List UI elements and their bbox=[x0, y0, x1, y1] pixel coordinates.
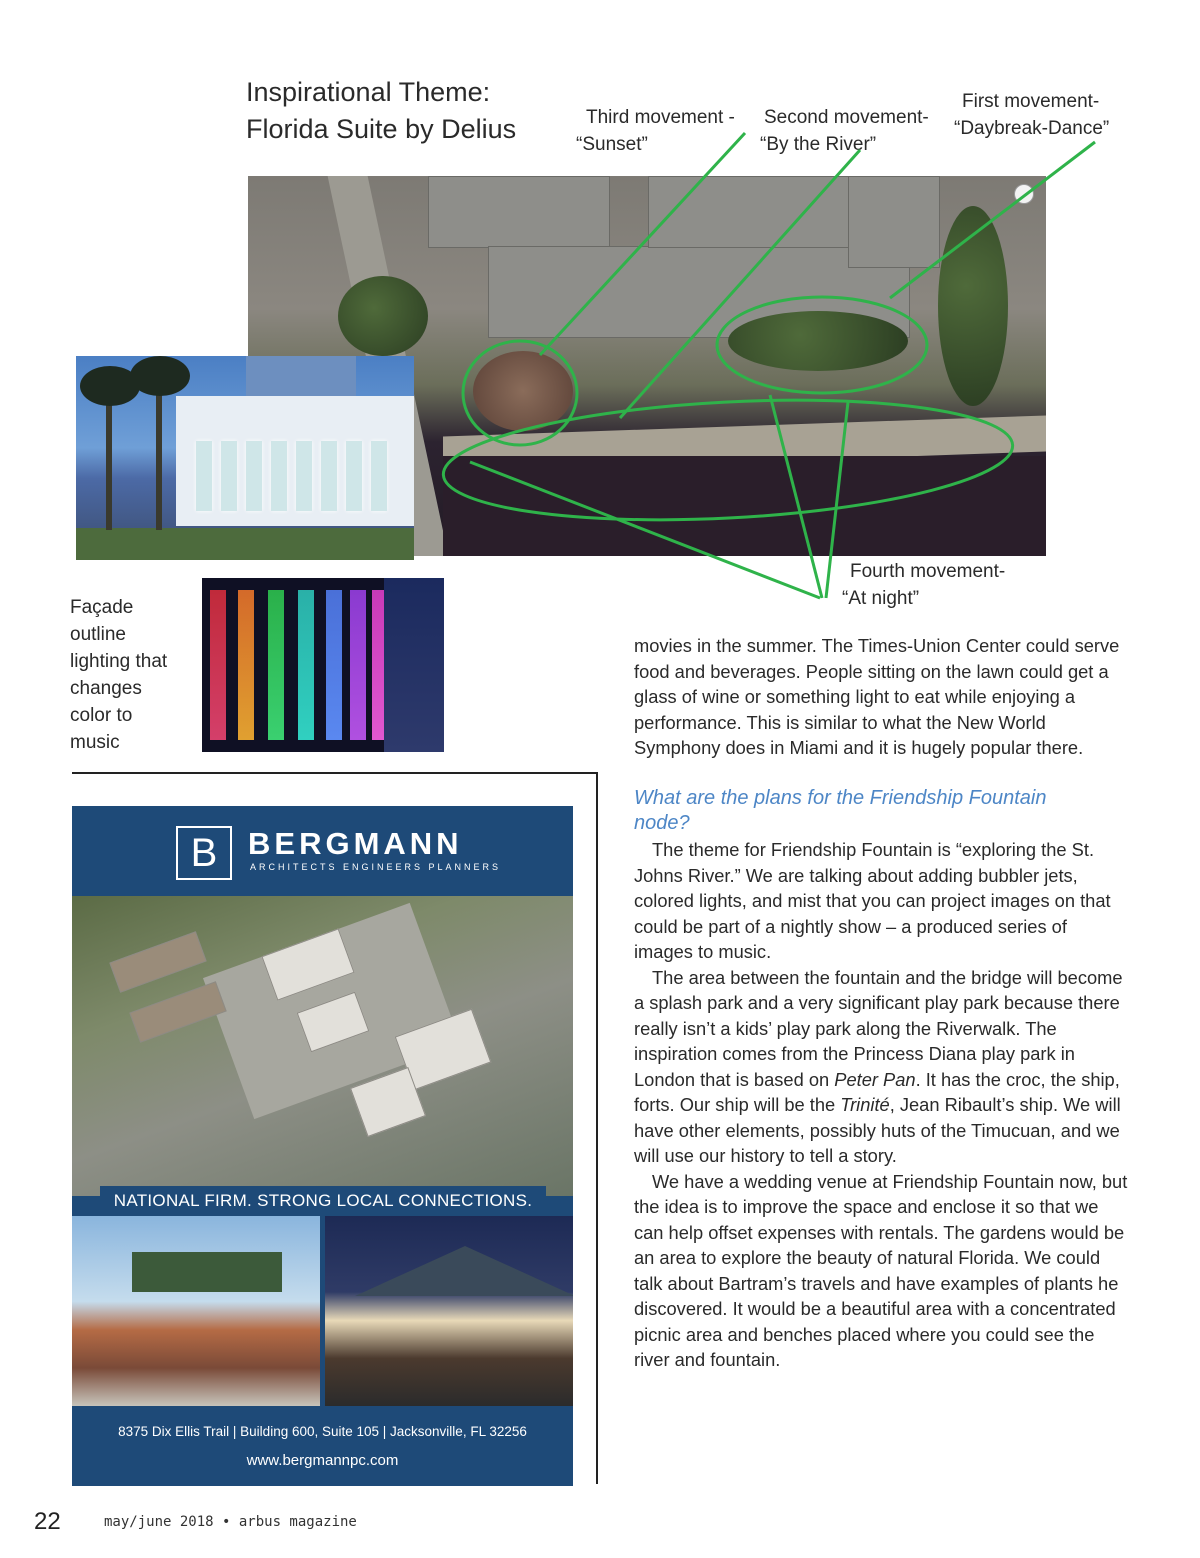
times-union-center-photo bbox=[76, 356, 414, 560]
ad-slogan-band: NATIONAL FIRM. STRONG LOCAL CONNECTIONS. bbox=[100, 1186, 546, 1216]
townhomes bbox=[109, 931, 206, 993]
text-run: The area between the fountain and the bridge will become a splash park and a very significant play park because there really isn’t a kids’ play park along the Riverwalk. The inspiration comes from the Princess Diana play park in London that is based on bbox=[634, 966, 1123, 1090]
facade-caption-line: music bbox=[70, 732, 120, 753]
window bbox=[221, 441, 237, 511]
question-heading: What are the plans for the Friendship Fountain node? bbox=[634, 787, 1047, 834]
aerial-trees bbox=[338, 276, 428, 356]
facade-caption bbox=[70, 594, 190, 756]
callout-first-movement bbox=[954, 88, 1110, 142]
ad-brand-name: BERGMANN bbox=[248, 826, 463, 861]
callout-second-movement bbox=[760, 104, 929, 158]
folio: may/june 2018 • arbus magazine bbox=[104, 1514, 357, 1530]
callout-second-line1: Second movement- bbox=[764, 107, 929, 128]
window bbox=[246, 441, 262, 511]
night-sky bbox=[384, 578, 444, 752]
townhomes bbox=[129, 981, 226, 1043]
article-paragraph: The theme for Friendship Fountain is “exploring the St. Johns River.” We are talking about adding bubbler jets, colored lights, and mist that you can project images on that could be part of a nightly show – a produced series of images to music. bbox=[634, 839, 1111, 962]
window bbox=[271, 441, 287, 511]
light-strip bbox=[298, 590, 314, 740]
light-strip bbox=[268, 590, 284, 740]
bergmann-logo-icon bbox=[176, 826, 232, 880]
aerial-plaza bbox=[473, 351, 573, 431]
facade-caption-line: color to bbox=[70, 705, 133, 726]
article-body bbox=[634, 837, 1130, 1373]
tower bbox=[246, 356, 356, 396]
window bbox=[371, 441, 387, 511]
ad-frame-top-rule bbox=[72, 772, 598, 774]
article-paragraph bbox=[634, 965, 1130, 1169]
page-number: 22 bbox=[34, 1508, 61, 1535]
aerial-trees bbox=[728, 311, 908, 371]
restaurant-roof bbox=[355, 1246, 573, 1296]
ad-frame-side-rule bbox=[596, 772, 598, 1484]
window bbox=[346, 441, 362, 511]
aerial-river bbox=[443, 456, 1046, 556]
facade-caption-line: lighting that bbox=[70, 651, 168, 672]
article-paragraph: movies in the summer. The Times-Union Center could serve food and beverages. People sitting on the lawn could get a glass of wine or something light to eat while enjoying a performance. This is similar to what the New World Symphony does in Miami and it is hugely popular there. bbox=[634, 635, 1120, 758]
text-run: , Jean Ribault’s ship. We will have other elements, possibly huts of the Timucuan, and we will use our history to tell a story. bbox=[634, 1094, 1121, 1166]
emphasis-peter-pan: Peter Pan bbox=[834, 1068, 916, 1090]
lawn bbox=[76, 528, 414, 560]
callout-second-line2: “By the River” bbox=[760, 134, 877, 155]
facade-lighting-photo bbox=[202, 578, 444, 752]
callout-fourth-line2: “At night” bbox=[842, 588, 920, 609]
aerial-trees bbox=[938, 206, 1008, 406]
light-strip bbox=[238, 590, 254, 740]
window bbox=[196, 441, 212, 511]
theme-title-line1: Inspirational Theme: bbox=[246, 77, 491, 107]
article-intro bbox=[634, 633, 1130, 761]
aerial-roof bbox=[648, 176, 850, 248]
facade-caption-line: outline bbox=[70, 624, 126, 645]
callout-third-line2: “Sunset” bbox=[576, 134, 648, 155]
aerial-roof bbox=[848, 176, 940, 268]
ad-address: 8375 Dix Ellis Trail | Building 600, Suite 105 | Jacksonville, FL 32256 bbox=[118, 1424, 527, 1439]
ad-photo-storefront bbox=[72, 1216, 320, 1406]
theme-title bbox=[246, 74, 516, 148]
light-strip bbox=[326, 590, 342, 740]
map-compass-icon bbox=[1014, 184, 1034, 204]
palm-tree bbox=[156, 390, 162, 530]
ad-website-link[interactable]: www.bergmannpc.com bbox=[246, 1452, 399, 1469]
article-paragraph: We have a wedding venue at Friendship Fountain now, but the idea is to improve the space and enclose it so that we can help offset expenses with rentals. The gardens would be an area to explore the beauty of natural Florida. We could talk about Bartram’s travels and have examples of plants he discovered. It would be a beautiful area with a concentrated picnic area and benches placed where you could see the river and fountain. bbox=[634, 1170, 1128, 1370]
theme-title-line2: Florida Suite by Delius bbox=[246, 114, 517, 144]
storefront-sign bbox=[132, 1252, 282, 1292]
facade-caption-line: Façade bbox=[70, 597, 134, 618]
light-strip bbox=[210, 590, 226, 740]
ad-aerial-rendering bbox=[72, 896, 573, 1196]
ad-photo-restaurant bbox=[325, 1216, 573, 1406]
callout-fourth-line1: Fourth movement- bbox=[850, 561, 1006, 582]
light-strip bbox=[350, 590, 366, 740]
aerial-roof bbox=[428, 176, 610, 248]
facade-caption-line: changes bbox=[70, 678, 142, 699]
palm-tree bbox=[106, 400, 112, 530]
callout-third-line1: Third movement - bbox=[586, 107, 735, 128]
ad-tagline: ARCHITECTS ENGINEERS PLANNERS bbox=[250, 862, 502, 872]
callout-third-movement bbox=[576, 104, 735, 158]
window bbox=[321, 441, 337, 511]
window bbox=[296, 441, 312, 511]
text-run: . It has the croc, the ship, forts. Our ship will be the bbox=[634, 1068, 1120, 1115]
callout-first-line1: First movement- bbox=[962, 91, 1100, 112]
bergmann-advertisement[interactable] bbox=[72, 806, 573, 1486]
callout-first-line2: “Daybreak-Dance” bbox=[954, 118, 1110, 139]
logo-letter: B bbox=[190, 831, 218, 875]
palm-fronds bbox=[130, 356, 190, 396]
emphasis-trinite: Trinité bbox=[840, 1094, 890, 1115]
callout-fourth-movement bbox=[842, 558, 1006, 612]
